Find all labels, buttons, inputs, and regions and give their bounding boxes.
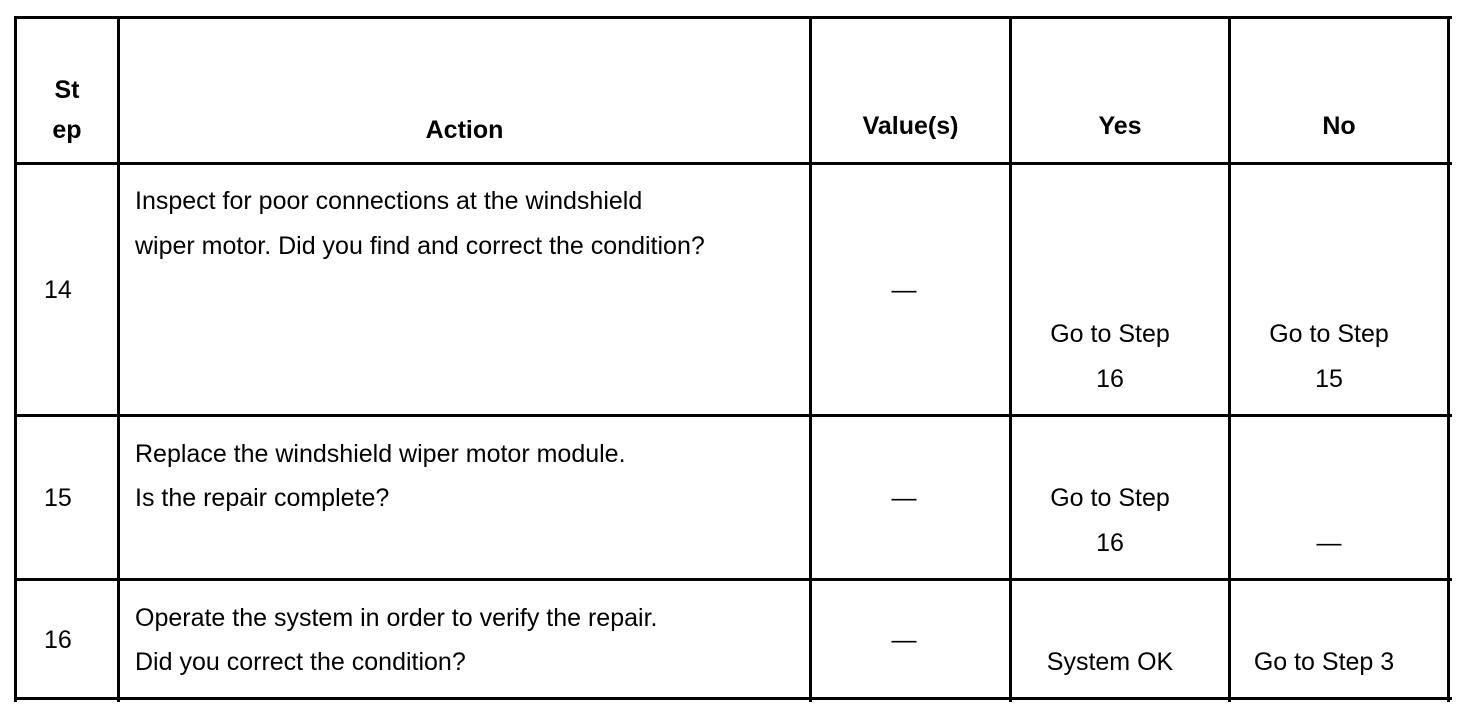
no-cell: — bbox=[1316, 529, 1342, 557]
header-values: Value(s) bbox=[862, 112, 959, 140]
header-step-line1: St bbox=[54, 76, 80, 104]
yes-cell: Go to Step bbox=[1050, 320, 1170, 348]
header-step-line2: ep bbox=[52, 116, 82, 144]
value-cell: — bbox=[891, 276, 917, 304]
step-number: 14 bbox=[44, 276, 72, 304]
table-border-right bbox=[1447, 16, 1450, 702]
value-cell: — bbox=[891, 626, 917, 654]
table-border-bottom bbox=[14, 697, 1452, 700]
header-action: Action bbox=[425, 116, 504, 144]
yes-cell: System OK bbox=[1046, 648, 1174, 676]
step-number: 16 bbox=[44, 626, 72, 654]
action-text: Replace the windshield wiper motor module. bbox=[135, 440, 626, 468]
yes-cell: 16 bbox=[1096, 365, 1124, 393]
no-cell: Go to Step bbox=[1269, 320, 1389, 348]
step-number: 15 bbox=[44, 484, 72, 512]
action-text: Inspect for poor connections at the windshield bbox=[135, 187, 643, 215]
row-divider bbox=[14, 414, 1452, 417]
action-text: Operate the system in order to verify the repair. bbox=[135, 604, 658, 632]
yes-cell: Go to Step bbox=[1050, 484, 1170, 512]
value-cell: — bbox=[891, 484, 917, 512]
action-text: Is the repair complete? bbox=[135, 484, 390, 512]
no-cell: Go to Step 3 bbox=[1253, 648, 1395, 676]
table-border-top bbox=[14, 16, 1452, 19]
yes-cell: 16 bbox=[1096, 529, 1124, 557]
action-text: Did you correct the condition? bbox=[135, 648, 466, 676]
row-divider bbox=[14, 578, 1452, 581]
header-yes: Yes bbox=[1098, 112, 1142, 140]
header-divider bbox=[14, 162, 1452, 165]
no-cell: 15 bbox=[1315, 365, 1343, 393]
action-text: wiper motor. Did you find and correct the condition? bbox=[135, 232, 705, 260]
header-no: No bbox=[1322, 112, 1356, 140]
